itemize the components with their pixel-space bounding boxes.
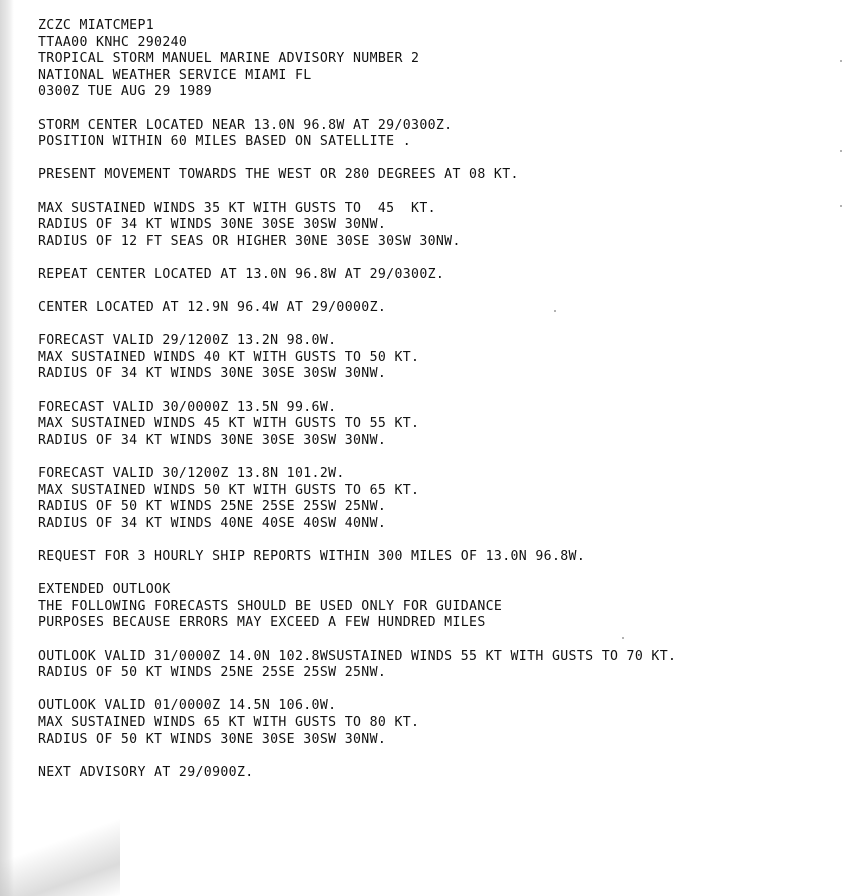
text-line: RADIUS OF 34 KT WINDS 30NE 30SE 30SW 30NW. (38, 217, 387, 233)
text-line: PURPOSES BECAUSE ERRORS MAY EXCEED A FEW HUNDRED MILES (38, 615, 486, 631)
text-line: CENTER LOCATED AT 12.9N 96.4W AT 29/0000Z. (38, 300, 387, 316)
text-line: PRESENT MOVEMENT TOWARDS THE WEST OR 280 DEGREES AT 08 KT. (38, 167, 519, 183)
text-line: MAX SUSTAINED WINDS 40 KT WITH GUSTS TO 50 KT. (38, 349, 420, 365)
text-line: OUTLOOK VALID 31/0000Z 14.0N 102.8WSUSTAINED WINDS 55 KT WITH GUSTS TO 70 KT. (38, 648, 677, 664)
marine-advisory-document (38, 18, 838, 798)
outlook-paragraph (38, 649, 838, 682)
text-line: FORECAST VALID 29/1200Z 13.2N 98.0W. (38, 333, 337, 349)
text-line: MAX SUSTAINED WINDS 65 KT WITH GUSTS TO 80 KT. (38, 714, 420, 730)
repeat-center-paragraph (38, 267, 838, 284)
text-line: RADIUS OF 50 KT WINDS 30NE 30SE 30SW 30NW. (38, 731, 387, 747)
storm-center-paragraph (38, 118, 838, 151)
text-line: MAX SUSTAINED WINDS 50 KT WITH GUSTS TO 65 KT. (38, 482, 420, 498)
text-line: MAX SUSTAINED WINDS 35 KT WITH GUSTS TO 45 KT. (38, 200, 436, 216)
text-line: STORM CENTER LOCATED NEAR 13.0N 96.8W AT 29/0300Z. (38, 117, 453, 133)
outlook-paragraph (38, 698, 838, 748)
scan-corner-shadow (0, 810, 120, 896)
text-line: FORECAST VALID 30/0000Z 13.5N 99.6W. (38, 399, 337, 415)
header-line: NATIONAL WEATHER SERVICE MIAMI FL (38, 67, 312, 83)
text-line: FORECAST VALID 30/1200Z 13.8N 101.2W. (38, 466, 345, 482)
text-line: MAX SUSTAINED WINDS 45 KT WITH GUSTS TO 55 KT. (38, 416, 420, 432)
text-line: RADIUS OF 50 KT WINDS 25NE 25SE 25SW 25NW. (38, 665, 387, 681)
text-line: REQUEST FOR 3 HOURLY SHIP REPORTS WITHIN 300 MILES OF 13.0N 96.8W. (38, 549, 586, 564)
header-line: ZCZC MIATCMEP1 (38, 18, 155, 33)
text-line: OUTLOOK VALID 01/0000Z 14.5N 106.0W. (38, 698, 337, 714)
text-line: RADIUS OF 34 KT WINDS 40NE 40SE 40SW 40NW. (38, 515, 387, 531)
scan-speck (840, 60, 842, 62)
forecast-paragraph (38, 333, 838, 383)
text-line: RADIUS OF 34 KT WINDS 30NE 30SE 30SW 30NW. (38, 366, 387, 382)
forecast-paragraph (38, 466, 838, 532)
text-line: RADIUS OF 12 FT SEAS OR HIGHER 30NE 30SE 30SW 30NW. (38, 233, 461, 249)
header-line: TTAA00 KNHC 290240 (38, 34, 188, 50)
text-line: NEXT ADVISORY AT 29/0900Z. (38, 764, 254, 780)
prior-center-paragraph (38, 300, 838, 317)
header-line: TROPICAL STORM MANUEL MARINE ADVISORY NUMBER 2 (38, 51, 420, 67)
winds-paragraph (38, 201, 838, 251)
text-line: THE FOLLOWING FORECASTS SHOULD BE USED ONLY FOR GUIDANCE (38, 598, 503, 614)
text-line: RADIUS OF 50 KT WINDS 25NE 25SE 25SW 25NW. (38, 499, 387, 515)
scan-left-edge-shadow (0, 0, 14, 896)
text-line: REPEAT CENTER LOCATED AT 13.0N 96.8W AT 29/0300Z. (38, 266, 445, 282)
scan-speck (840, 205, 842, 207)
scan-speck (840, 150, 842, 152)
text-line: EXTENDED OUTLOOK (38, 582, 171, 598)
advisory-header (38, 18, 838, 101)
text-line: POSITION WITHIN 60 MILES BASED ON SATELLITE . (38, 134, 412, 150)
header-line: 0300Z TUE AUG 29 1989 (38, 84, 213, 100)
ship-reports-paragraph (38, 549, 838, 566)
text-line: RADIUS OF 34 KT WINDS 30NE 30SE 30SW 30NW. (38, 432, 387, 448)
extended-outlook-paragraph (38, 582, 838, 632)
forecast-paragraph (38, 400, 838, 450)
next-advisory-paragraph (38, 765, 838, 782)
movement-paragraph (38, 167, 838, 184)
